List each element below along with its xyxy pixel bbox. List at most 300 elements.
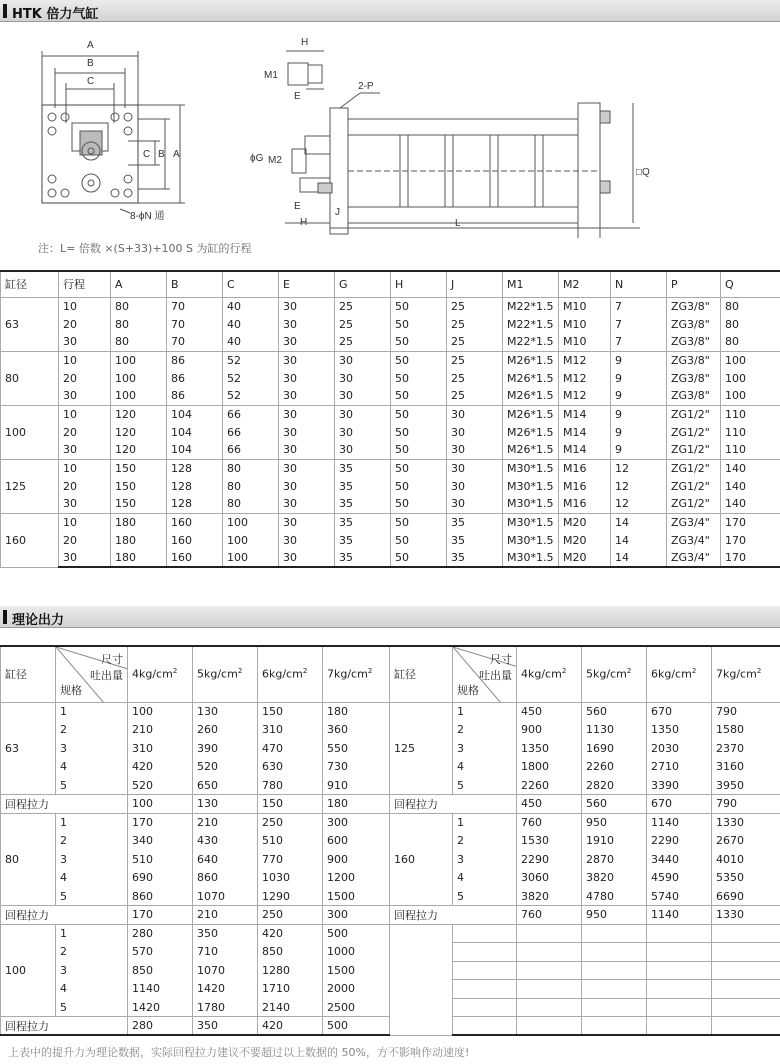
col-header: B (167, 271, 223, 297)
bore-cell: 160 (390, 813, 453, 906)
table-row (1, 351, 780, 369)
table-cell: 128 (167, 495, 223, 513)
table-cell: 100 (721, 369, 780, 387)
table-cell: 110 (721, 405, 780, 423)
dim-label-a: A (87, 40, 94, 51)
pull-label: 回程拉力 (1, 1017, 128, 1036)
table-cell: 35 (447, 549, 503, 567)
table-cell: 50 (391, 441, 447, 459)
pull-cell: 100 (128, 795, 193, 814)
table-cell: 180 (111, 513, 167, 531)
pull-label: 回程拉力 (390, 795, 517, 814)
table-cell: 1420 (128, 998, 193, 1017)
table-cell: ZG3/8" (667, 351, 721, 369)
table-cell: 150 (258, 702, 323, 721)
table-cell: 950 (582, 813, 647, 832)
table-cell: 86 (167, 351, 223, 369)
table-cell: 128 (167, 459, 223, 477)
table-cell: 3820 (582, 869, 647, 888)
unit-exponent: 2 (237, 667, 243, 676)
dim-label-h: H (300, 217, 308, 228)
table-cell: M30*1.5 (503, 549, 559, 567)
table-row (1, 702, 780, 721)
table-cell: 1 (56, 813, 128, 832)
table-cell: 104 (167, 423, 223, 441)
table-cell: 9 (611, 423, 667, 441)
table-cell: 160 (167, 549, 223, 567)
table-cell: 360 (323, 721, 390, 740)
dim-label-n: 8-ϕN 通 (130, 211, 165, 222)
table-cell: 2 (56, 832, 128, 851)
table-cell: 300 (323, 813, 390, 832)
pressure-header (582, 646, 647, 702)
col-header: P (667, 271, 721, 297)
table-cell: 1580 (712, 721, 780, 740)
table-row (1, 423, 780, 441)
table-cell: 35 (335, 477, 391, 495)
table-cell: 30 (335, 405, 391, 423)
table-cell: 35 (335, 531, 391, 549)
pull-cell: 250 (258, 906, 323, 925)
pressure-label: 7kg/cm (716, 668, 757, 682)
table-cell: 510 (258, 832, 323, 851)
dim-label-p: 2-P (358, 81, 374, 92)
table-cell: 50 (391, 549, 447, 567)
table-cell: 50 (391, 387, 447, 405)
table-cell: 1200 (323, 869, 390, 888)
table-cell: 790 (712, 702, 780, 721)
table-cell: 180 (323, 702, 390, 721)
empty-cell (582, 980, 647, 999)
table-cell: 20 (59, 531, 111, 549)
table-cell: 100 (721, 387, 780, 405)
table-cell: 35 (447, 513, 503, 531)
table-cell: 150 (111, 495, 167, 513)
empty-cell (712, 1017, 780, 1036)
table-cell: 4590 (647, 869, 712, 888)
table-cell: 730 (323, 758, 390, 777)
table-cell: 2260 (517, 776, 582, 795)
table-cell: 100 (128, 702, 193, 721)
pull-cell: 170 (128, 906, 193, 925)
empty-cell (453, 924, 517, 943)
table-cell: M26*1.5 (503, 423, 559, 441)
table-cell: 3 (453, 850, 517, 869)
table-row (1, 495, 780, 513)
empty-cell (517, 1017, 582, 1036)
empty-cell (647, 943, 712, 962)
table-cell: 3 (56, 850, 128, 869)
table-cell: 1330 (712, 813, 780, 832)
table-cell: 2 (56, 721, 128, 740)
table-cell: 7 (611, 333, 667, 351)
table-cell: 510 (128, 850, 193, 869)
table-cell: 900 (517, 721, 582, 740)
col-header: J (447, 271, 503, 297)
table-cell: 30 (279, 297, 335, 315)
table-cell: 1 (453, 702, 517, 721)
table-cell: 80 (223, 477, 279, 495)
unit-exponent: 2 (691, 667, 697, 676)
pull-cell: 500 (323, 1017, 390, 1036)
table-cell: 1070 (193, 887, 258, 906)
table-cell: 25 (447, 333, 503, 351)
table-cell: 3060 (517, 869, 582, 888)
empty-cell (712, 943, 780, 962)
pressure-header (712, 646, 780, 702)
table-cell: 52 (223, 351, 279, 369)
table-cell: 25 (447, 297, 503, 315)
table-cell: 1130 (582, 721, 647, 740)
table-cell: 1800 (517, 758, 582, 777)
table-cell: 2290 (647, 832, 712, 851)
empty-cell (517, 961, 582, 980)
table-cell: 14 (611, 549, 667, 567)
empty-cell (712, 980, 780, 999)
pressure-header (647, 646, 712, 702)
table-cell: 520 (193, 758, 258, 777)
empty-cell (453, 961, 517, 980)
table-cell: 10 (59, 513, 111, 531)
table-cell: 4780 (582, 887, 647, 906)
table-cell: 2260 (582, 758, 647, 777)
table-row (1, 513, 780, 531)
table-cell: 2500 (323, 998, 390, 1017)
empty-cell (453, 998, 517, 1017)
formula-note: 注：L= 倍数 ×(S+33)+100 S 为缸的行程 (38, 242, 252, 255)
table-row (1, 405, 780, 423)
table-cell: 4 (453, 758, 517, 777)
table-cell: M20 (559, 549, 611, 567)
table-cell: 1280 (258, 961, 323, 980)
col-header: 缸径 (1, 271, 59, 297)
unit-exponent: 2 (626, 667, 632, 676)
unit-exponent: 2 (302, 667, 308, 676)
table-cell: 640 (193, 850, 258, 869)
table-cell: 5 (56, 776, 128, 795)
col-header: C (223, 271, 279, 297)
corner-header (56, 646, 128, 702)
col-header: N (611, 271, 667, 297)
table-cell: ZG1/2" (667, 423, 721, 441)
table-cell: 40 (223, 297, 279, 315)
table-cell: 3950 (712, 776, 780, 795)
pull-cell: 180 (323, 795, 390, 814)
unit-exponent: 2 (561, 667, 567, 676)
table-cell: 1290 (258, 887, 323, 906)
table-cell: 430 (193, 832, 258, 851)
dim-label-m2: M2 (268, 155, 282, 166)
table-cell: 650 (193, 776, 258, 795)
table-cell: 10 (59, 405, 111, 423)
table-cell: 340 (128, 832, 193, 851)
table-cell: 770 (258, 850, 323, 869)
pull-cell: 350 (193, 1017, 258, 1036)
table-cell: 1350 (517, 739, 582, 758)
table-cell: ZG1/2" (667, 477, 721, 495)
bore-cell: 160 (1, 513, 59, 567)
table-cell: 30 (279, 423, 335, 441)
table-cell: 7 (611, 297, 667, 315)
bore-cell: 125 (1, 459, 59, 513)
pressure-label: 6kg/cm (262, 668, 303, 682)
table-cell: 30 (279, 459, 335, 477)
table-cell: 1350 (647, 721, 712, 740)
pull-cell: 210 (193, 906, 258, 925)
table-cell: 4010 (712, 850, 780, 869)
thrust-label: 吐出量 (90, 669, 123, 682)
cylinder-drawing (0, 23, 780, 238)
table-cell: M30*1.5 (503, 531, 559, 549)
table-cell: M10 (559, 297, 611, 315)
table-cell: 280 (128, 924, 193, 943)
table-cell: 86 (167, 369, 223, 387)
empty-cell (647, 961, 712, 980)
table-cell: M26*1.5 (503, 405, 559, 423)
table-cell: 1710 (258, 980, 323, 999)
table-cell: 850 (258, 943, 323, 962)
table-cell: ZG3/8" (667, 297, 721, 315)
pressure-header (517, 646, 582, 702)
empty-cell (647, 1017, 712, 1036)
table-row (1, 441, 780, 459)
table-cell: 3 (453, 739, 517, 758)
empty-cell (582, 943, 647, 962)
empty-cell (517, 924, 582, 943)
dim-label-c: C (87, 76, 95, 87)
table-cell: 110 (721, 441, 780, 459)
size-label: 尺寸 (490, 653, 512, 666)
table-cell: 1 (453, 813, 517, 832)
table-cell: 80 (721, 315, 780, 333)
dim-label-j: J (335, 207, 340, 218)
footnote: 上表中的提升力为理论数据，实际回程拉力建议不要超过以上数据的 50%，方不影响作动速度! (8, 1046, 470, 1059)
dim-label-q: □Q (636, 167, 650, 178)
table-row (1, 387, 780, 405)
table-cell: 30 (59, 333, 111, 351)
table-cell: 35 (447, 531, 503, 549)
table-cell: 850 (128, 961, 193, 980)
table-cell: 12 (611, 495, 667, 513)
table-cell: 860 (193, 869, 258, 888)
table-cell: 25 (447, 351, 503, 369)
table-cell: M30*1.5 (503, 513, 559, 531)
table-cell: ZG3/8" (667, 315, 721, 333)
table-cell: ZG3/4" (667, 513, 721, 531)
table-row (1, 795, 780, 814)
table-cell: M10 (559, 333, 611, 351)
dim-label-g: ϕG (250, 153, 264, 164)
table-cell: 2710 (647, 758, 712, 777)
table-cell: 30 (279, 495, 335, 513)
table-row (1, 297, 780, 315)
table-cell: 50 (391, 333, 447, 351)
table-cell: 30 (279, 315, 335, 333)
table-cell: 30 (59, 495, 111, 513)
pull-cell: 1140 (647, 906, 712, 925)
table-cell: M26*1.5 (503, 387, 559, 405)
table-cell: 80 (111, 297, 167, 315)
table-cell: 35 (335, 459, 391, 477)
table-cell: 2820 (582, 776, 647, 795)
corner-header (453, 646, 517, 702)
table-cell: 3 (56, 739, 128, 758)
table-cell: 100 (223, 549, 279, 567)
table-cell: 630 (258, 758, 323, 777)
table-cell: 30 (59, 549, 111, 567)
col-header: Q (721, 271, 780, 297)
table-cell: 570 (128, 943, 193, 962)
table-cell: 140 (721, 495, 780, 513)
pull-cell: 950 (582, 906, 647, 925)
table-cell: M12 (559, 369, 611, 387)
table-cell: M14 (559, 405, 611, 423)
table-cell: 1070 (193, 961, 258, 980)
table-cell: 25 (447, 387, 503, 405)
table-cell: 30 (447, 477, 503, 495)
table-cell: 9 (611, 369, 667, 387)
table-cell: 30 (447, 441, 503, 459)
pressure-header (193, 646, 258, 702)
table-cell: 210 (128, 721, 193, 740)
thrust-label: 吐出量 (479, 669, 512, 682)
table-cell: ZG3/8" (667, 333, 721, 351)
table-cell: 30 (279, 405, 335, 423)
table-cell: 80 (223, 495, 279, 513)
empty-cell (453, 980, 517, 999)
table-cell: ZG1/2" (667, 459, 721, 477)
table-cell: 30 (335, 369, 391, 387)
table-cell: 30 (447, 405, 503, 423)
table-cell: 12 (611, 459, 667, 477)
table-cell: 50 (391, 369, 447, 387)
pull-cell: 560 (582, 795, 647, 814)
dim-label-c-side: C (143, 149, 151, 160)
empty-cell (453, 1017, 517, 1036)
table-cell: M30*1.5 (503, 495, 559, 513)
table-cell: 30 (447, 423, 503, 441)
table-cell: 420 (128, 758, 193, 777)
pull-cell: 300 (323, 906, 390, 925)
pull-cell: 1330 (712, 906, 780, 925)
table-cell: 520 (128, 776, 193, 795)
table-cell: 5 (56, 998, 128, 1017)
dim-label-m1: M1 (264, 70, 278, 81)
table-cell: 1420 (193, 980, 258, 999)
table-cell: 66 (223, 423, 279, 441)
table-cell: 128 (167, 477, 223, 495)
table-cell: 50 (391, 495, 447, 513)
table-cell: 150 (111, 459, 167, 477)
table-cell: 1500 (323, 961, 390, 980)
table-cell: 30 (335, 351, 391, 369)
table-cell: 52 (223, 387, 279, 405)
table-cell: 250 (258, 813, 323, 832)
table-cell: 100 (223, 531, 279, 549)
table-cell: 2000 (323, 980, 390, 999)
table-cell: 760 (517, 813, 582, 832)
table-cell: 2290 (517, 850, 582, 869)
table-cell: 20 (59, 477, 111, 495)
table-cell: ZG3/4" (667, 549, 721, 567)
col-header: E (279, 271, 335, 297)
table-cell: 104 (167, 405, 223, 423)
empty-cell (712, 998, 780, 1017)
dim-label-b-side: B (158, 149, 165, 160)
spec-label: 规格 (457, 683, 479, 697)
table-cell: 210 (193, 813, 258, 832)
pull-cell: 150 (258, 795, 323, 814)
table-cell: 30 (447, 459, 503, 477)
table-cell: M30*1.5 (503, 459, 559, 477)
table-cell: 20 (59, 369, 111, 387)
table-cell: 3390 (647, 776, 712, 795)
table-cell: M20 (559, 531, 611, 549)
table-cell: M12 (559, 387, 611, 405)
table-cell: 50 (391, 531, 447, 549)
table-cell: 30 (279, 333, 335, 351)
table-cell: 25 (335, 297, 391, 315)
table-cell: 1000 (323, 943, 390, 962)
table-cell: 1140 (128, 980, 193, 999)
table-cell: 3 (56, 961, 128, 980)
table-row (1, 369, 780, 387)
table-row (1, 906, 780, 925)
table-cell: 5350 (712, 869, 780, 888)
table-cell: 25 (447, 369, 503, 387)
table-cell: 30 (279, 351, 335, 369)
table-cell: 25 (447, 315, 503, 333)
table-cell: 5 (453, 887, 517, 906)
pressure-header (128, 646, 193, 702)
table-cell: 70 (167, 297, 223, 315)
dim-label-a-side: A (173, 149, 180, 160)
table-cell: 35 (335, 495, 391, 513)
table-row (1, 315, 780, 333)
pull-label: 回程拉力 (1, 906, 128, 925)
table-cell: 140 (721, 459, 780, 477)
table-cell: ZG3/4" (667, 531, 721, 549)
table-cell: 12 (611, 477, 667, 495)
col-header: G (335, 271, 391, 297)
table-cell: 30 (279, 549, 335, 567)
table-cell: 30 (59, 387, 111, 405)
table-cell: 80 (111, 315, 167, 333)
table-cell: 3440 (647, 850, 712, 869)
table-cell: 6690 (712, 887, 780, 906)
table-cell: 350 (193, 924, 258, 943)
section-title: HTK 倍力气缸 (12, 7, 99, 22)
table-cell: 20 (59, 423, 111, 441)
table-cell: 50 (391, 351, 447, 369)
table-cell: 4 (56, 758, 128, 777)
table-cell: M14 (559, 441, 611, 459)
table-cell: 70 (167, 333, 223, 351)
table-cell: 14 (611, 531, 667, 549)
table-cell: 10 (59, 459, 111, 477)
pressure-label: 5kg/cm (586, 668, 627, 682)
bore-cell: 125 (390, 702, 453, 795)
table-cell: M16 (559, 495, 611, 513)
table-cell: 140 (721, 477, 780, 495)
unit-exponent: 2 (367, 667, 373, 676)
dim-label-e-top: E (294, 91, 301, 102)
table-cell: 310 (128, 739, 193, 758)
table-cell: 560 (582, 702, 647, 721)
table-cell: M30*1.5 (503, 477, 559, 495)
empty-cell (647, 980, 712, 999)
table-cell: 50 (391, 405, 447, 423)
